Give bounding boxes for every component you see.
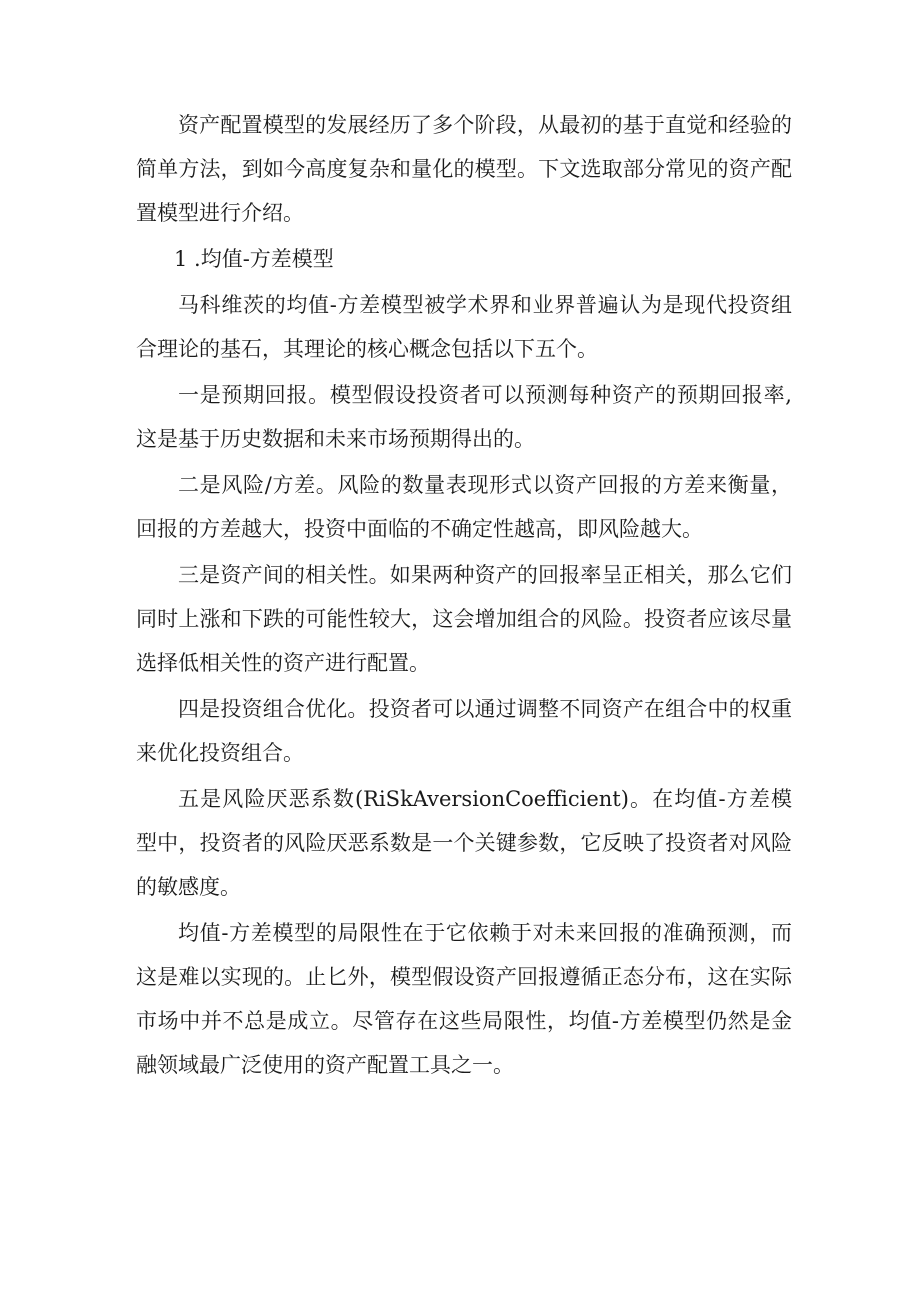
paragraph-limitations: 均值-方差模型的局限性在于它依赖于对未来回报的准确预测，而这是难以实现的。止匕外，模型假设资产回报遵循正态分布，这在实际市场中并不总是成立。尽管存在这些局限性，均值-方差模型仍然是金融领域最广泛使用的资产配置工具之一。 <box>136 921 792 1077</box>
paragraph-optimization: 四是投资组合优化。投资者可以通过调整不同资产在组合中的权重来优化投资组合。 <box>136 697 792 765</box>
section-heading-mean-variance: 1 .均值-方差模型 <box>174 247 334 271</box>
paragraph-correlation: 三是资产间的相关性。如果两种资产的回报率呈正相关，那么它们同时上涨和下跌的可能性较大，这会增加组合的风险。投资者应该尽量选择低相关性的资产进行配置。 <box>136 563 792 675</box>
paragraph-risk-variance: 二是风险/方差。风险的数量表现形式以资产回报的方差来衡量，回报的方差越大，投资中面临的不确定性越高，即风险越大。 <box>136 473 792 541</box>
paragraph-expected-return: 一是预期回报。模型假设投资者可以预测每种资产的预期回报率,这是基于历史数据和未来市场预期得出的。 <box>136 383 792 451</box>
document-body <box>136 103 792 1089</box>
paragraph-markowitz: 马科维茨的均值-方差模型被学术界和业界普遍认为是现代投资组合理论的基石，其理论的核心概念包括以下五个。 <box>136 293 792 361</box>
paragraph-risk-aversion: 五是风险厌恶系数(RiSkAversionCoefficient)。在均值-方差模型中，投资者的风险厌恶系数是一个关键参数，它反映了投资者对风险的敏感度。 <box>136 787 792 899</box>
paragraph-intro: 资产配置模型的发展经历了多个阶段，从最初的基于直觉和经验的简单方法，到如今高度复杂和量化的模型。下文选取部分常见的资产配置模型进行介绍。 <box>136 113 792 225</box>
